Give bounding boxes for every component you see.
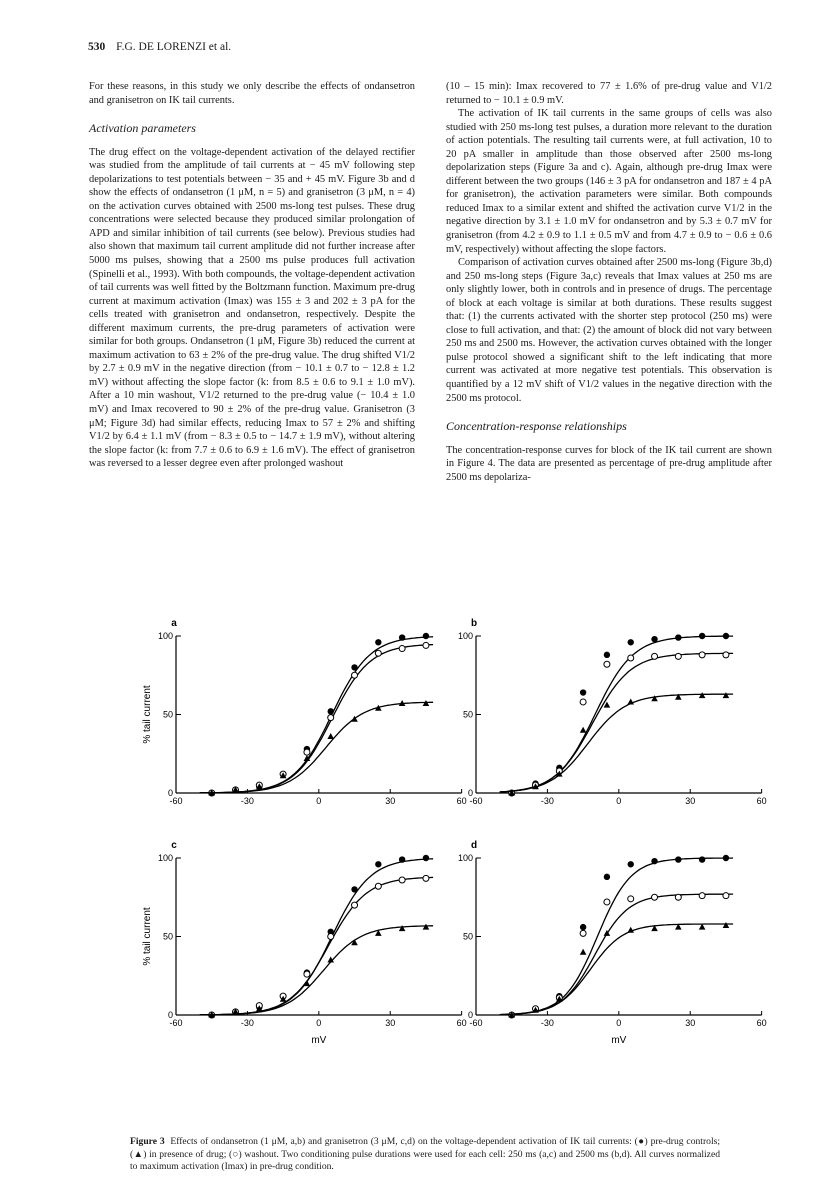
data-point-washout [699, 652, 705, 658]
data-point-washout [375, 650, 381, 656]
x-tick-label: 0 [316, 1018, 322, 1028]
section-heading: Concentration-response relationships [446, 419, 627, 434]
y-tick-label: 100 [157, 853, 173, 863]
paragraph: For these reasons, in this study we only describe the effects of ondansetron and granisetron on IK tail currents. [89, 81, 415, 106]
y-axis-label: % tail current [142, 685, 153, 744]
data-point-control [723, 633, 729, 639]
data-point-control [351, 886, 357, 892]
panel-label: c [171, 840, 177, 851]
data-point-washout [699, 893, 705, 899]
data-point-control [604, 652, 610, 658]
y-tick-label: 50 [462, 709, 473, 720]
y-tick-label: 50 [462, 931, 473, 942]
x-tick-label: -30 [240, 1018, 254, 1028]
x-tick-label: -60 [469, 796, 483, 806]
data-point-control [423, 633, 429, 639]
x-tick-label: 0 [616, 1018, 622, 1028]
data-point-washout [675, 894, 681, 900]
fit-curve [500, 894, 733, 1015]
x-tick-label: -60 [169, 1018, 183, 1028]
x-tick-label: -30 [540, 796, 554, 806]
paragraph: Comparison of activation curves obtained after 2500 ms-long (Figure 3b,d) and 250 ms-long steps (Figure 3a,c) reveals that Imax values at 250 ms are only slightly lower, both in controls and in presence of drugs. The percentage of block at each voltage is similar at both durations. These results suggest that: (1) the currents activated with the shorter step protocol (250 ms) were close to full activation, and that: (2) the amount of block did not vary between 250 ms and 2500 ms. However, the activation curves obtained with the longer pulse protocol showed a significant shift to the left indicating that more current was activated at more negative test potentials. This observation is quantified by a 12 mV shift of V1/2 values in the negative direction with the 2500 ms protocol. [446, 257, 772, 404]
data-point-control [699, 633, 705, 639]
figure-caption [130, 1136, 720, 1174]
x-axis-label: mV [611, 1035, 627, 1046]
x-axis-label: mV [311, 1035, 327, 1046]
caption-text: Effects of ondansetron (1 μM, a,b) and granisetron (3 μM, c,d) on the voltage-dependent activation of IK tail currents: (●) pre-drug controls; (▲) in presence of drug; (○) washout. Two conditioning pulse durations were used for each cell: 250 ms (a,c) and 2500 ms (b,d). All curves normalized to maximum activation (Imax) in pre-drug condition. [130, 1136, 721, 1172]
data-point-control [723, 855, 729, 861]
data-point-washout [628, 655, 634, 661]
y-tick-label: 0 [167, 1010, 173, 1020]
data-point-control [423, 855, 429, 861]
panel-d [458, 840, 767, 1046]
data-point-control [399, 634, 405, 640]
data-point-drug [580, 727, 587, 733]
data-point-drug [327, 733, 334, 739]
fit-curve [500, 636, 733, 792]
fit-curve [200, 645, 433, 793]
data-point-control [675, 856, 681, 862]
y-axis-label: % tail current [142, 907, 153, 966]
paragraph: The concentration-response curves for block of the IK tail current are shown in Figure 4. The data are presented as percentage of pre-drug amplitude after 2500 ms depolariza- [446, 444, 772, 483]
data-point-control [328, 708, 334, 714]
data-point-washout [304, 749, 310, 755]
data-point-washout [423, 875, 429, 881]
fit-curve [200, 637, 433, 793]
panel-a [142, 618, 467, 806]
y-tick-label: 100 [457, 631, 473, 641]
data-point-drug [699, 692, 706, 698]
panel-c [142, 840, 467, 1046]
x-tick-label: 60 [756, 796, 767, 806]
data-point-washout [328, 715, 334, 721]
right-column [446, 80, 772, 484]
y-tick-label: 0 [467, 1010, 473, 1020]
data-point-control [628, 639, 634, 645]
x-tick-label: 0 [316, 796, 322, 806]
panel-b [458, 618, 767, 806]
data-point-washout [675, 653, 681, 659]
paragraph: (10 – 15 min): Imax recovered to 77 ± 1.6% of pre-drug value and V1/2 returned to − 10.1 ± 0.9 mV. [446, 81, 772, 106]
data-point-control [580, 689, 586, 695]
data-point-washout [580, 930, 586, 936]
data-point-washout [652, 894, 658, 900]
x-tick-label: 0 [616, 796, 622, 806]
panel-label: b [470, 618, 478, 629]
data-point-drug [627, 927, 634, 933]
data-point-washout [399, 646, 405, 652]
data-point-washout [352, 672, 358, 678]
x-tick-label: -30 [540, 1018, 554, 1028]
data-point-drug [627, 698, 634, 704]
data-point-washout [604, 661, 610, 667]
data-point-control [675, 634, 681, 640]
page-number: 530 [88, 41, 106, 53]
data-point-washout [628, 896, 634, 902]
data-point-drug [723, 692, 730, 698]
x-tick-label: 60 [756, 1018, 767, 1028]
fit-curve [500, 924, 733, 1015]
x-tick-label: -30 [240, 796, 254, 806]
y-tick-label: 0 [467, 788, 473, 798]
fit-curve [200, 859, 433, 1015]
data-point-control [651, 636, 657, 642]
y-tick-label: 50 [162, 931, 173, 942]
data-point-drug [723, 922, 730, 928]
x-tick-label: 30 [385, 796, 396, 806]
data-point-washout [652, 653, 658, 659]
data-point-washout [304, 971, 310, 977]
paragraph: The activation of IK tail currents in the same groups of cells was also studied with 250 ms-long test pulses, a duration more relevant to the duration of action potentials. The resulting tail currents were, at full activation, 10 to 20 pA smaller in amplitude than those observed after 2500 ms-long depolarization steps (Figure 3a and c). Again, although pre-drug Imax were different between the two groups (146 ± 3 pA for ondansetron and 187 ± 4 pA for granisetron), the activation parameters were similar. Both compounds reduced Imax to a similar extent and shifted the activation curve V1/2 in the negative direction by 3.1 ± 1.0 mV for ondansetron and by 5.3 ± 0.7 mV for granisetron (from 4.2 ± 0.9 to 1.1 ± 0.5 mV and from 4.7 ± 0.9 to − 0.6 ± 0.6 mV, respectively) without affecting the slope factors. [446, 108, 772, 255]
running-header [88, 41, 231, 53]
panel-label: a [171, 618, 177, 629]
data-point-control [604, 874, 610, 880]
data-point-drug [580, 949, 587, 955]
y-tick-label: 100 [157, 631, 173, 641]
data-point-control [351, 664, 357, 670]
figure-3 [130, 612, 767, 1132]
data-point-drug [399, 925, 406, 931]
data-point-control [399, 856, 405, 862]
data-point-control [375, 639, 381, 645]
x-tick-label: -60 [469, 1018, 483, 1028]
caption-label: Figure 3 [130, 1136, 165, 1147]
data-point-control [580, 924, 586, 930]
data-point-washout [352, 902, 358, 908]
x-tick-label: 30 [385, 1018, 396, 1028]
x-tick-label: 60 [456, 1018, 467, 1028]
y-tick-label: 100 [457, 853, 473, 863]
data-point-washout [375, 883, 381, 889]
paragraph: The drug effect on the voltage-dependent activation of the delayed rectifier was studied from the amplitude of tail currents at − 45 mV following step depolarizations to test potentials between − 35 and + 45 mV. Figure 3b and d show the effects of ondansetron (1 μM, n = 5) and granisetron (3 μM, n = 4) on the activation curves obtained with 2500 ms-long test pulses. These drug concentrations were selected because they produced similar prolongation of APD and similar inhibition of tail currents (see below). Previous studies had also shown that maximum tail current amplitude did not further increase after 5000 ms pulses, showing that a 2500 ms pulse produces full activation (Spinelli et al., 1993). With both compounds, the voltage-dependent activation of tail currents was well fitted by the Boltzmann function. Maximum pre-drug current at maximum activation (Imax) was 155 ± 3 and 202 ± 3 pA for the cells treated with granisetron and ondansetron, respectively. Despite the different maximum currents, the pre-drug parameters of activation were similar for both groups. Ondansetron (1 μM, Figure 3b) reduced the current at maximum activation to 63 ± 2% of the pre-drug value. The drug shifted V1/2 by 2.7 ± 0.9 mV in the negative direction (from − 10.1 ± 0.7 to − 12.8 ± 1.2 mV) without affecting the slope factor (k: from 8.5 ± 0.6 to 9.1 ± 1.0 mV). After a 10 min washout, V1/2 returned to the pre-drug value (− 10.4 ± 1.0 mV) and Imax recovered to 90 ± 2% of the pre-drug value. Granisetron (3 μM; Figure 3d) had similar effects, reducing Imax to 57 ± 2% and shifting V1/2 by 6.4 ± 1.1 mV (from − 8.3 ± 0.5 to − 14.7 ± 1.9 mV), without altering the slope factor (k: from 7.7 ± 0.6 to 6.9 ± 1.6 mV). The effect of granisetron was reversed to a lesser degree even after prolonged washout [89, 146, 415, 470]
left-column [89, 80, 415, 471]
y-tick-label: 50 [162, 709, 173, 720]
running-title: F.G. DE LORENZI et al. [116, 41, 232, 53]
data-point-washout [604, 899, 610, 905]
data-point-washout [580, 699, 586, 705]
y-tick-label: 0 [167, 788, 173, 798]
x-tick-label: 60 [456, 796, 467, 806]
data-point-washout [328, 934, 334, 940]
data-point-washout [423, 642, 429, 648]
data-point-control [628, 861, 634, 867]
x-tick-label: -60 [169, 796, 183, 806]
fit-curve [200, 877, 433, 1014]
data-point-control [375, 861, 381, 867]
fit-curve [500, 694, 733, 792]
x-tick-label: 30 [685, 796, 696, 806]
section-heading: Activation parameters [89, 121, 196, 136]
data-point-washout [723, 893, 729, 899]
data-point-control [651, 858, 657, 864]
data-point-washout [723, 652, 729, 658]
fit-curve [200, 926, 433, 1015]
x-tick-label: 30 [685, 1018, 696, 1028]
data-point-control [699, 856, 705, 862]
fit-curve [500, 858, 733, 1015]
data-point-washout [399, 877, 405, 883]
panel-label: d [470, 840, 478, 851]
